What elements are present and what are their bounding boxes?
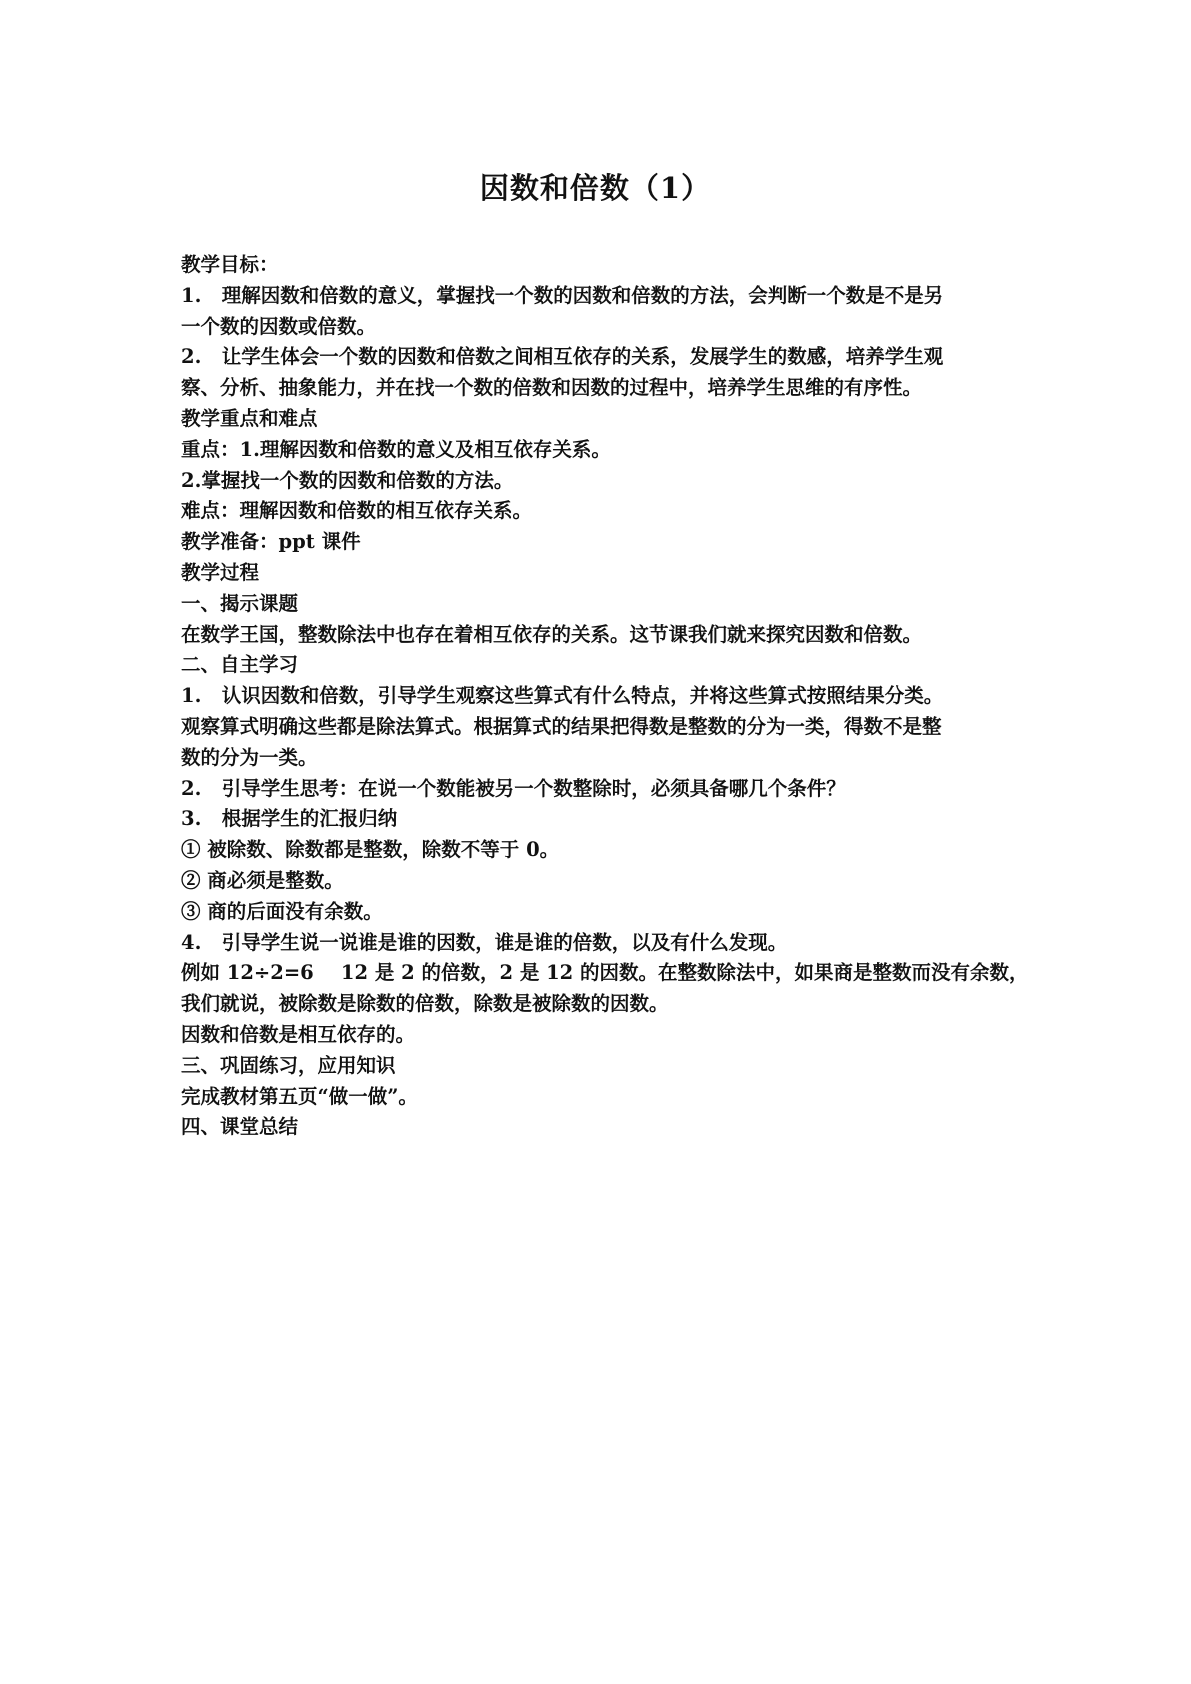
body-line: ③ 商的后面没有余数。 (181, 899, 383, 923)
body-line: 教学重点和难点 (181, 406, 318, 430)
body-line: 三、巩固练习，应用知识 (181, 1053, 396, 1077)
body-line: 数的分为一类。 (181, 745, 318, 769)
body-line: 完成教材第五页“做一做”。 (181, 1084, 418, 1108)
document-body (181, 250, 1029, 1143)
body-line: 观察算式明确这些都是除法算式。根据算式的结果把得数是整数的分为一类，得数不是整 (181, 714, 942, 738)
body-line: 我们就说，被除数是除数的倍数，除数是被除数的因数。 (181, 992, 669, 1016)
body-line: 4. 引导学生说一说谁是谁的因数，谁是谁的倍数，以及有什么发现。 (181, 930, 788, 954)
body-line: 重点：1.理解因数和倍数的意义及相互依存关系。 (181, 437, 611, 461)
body-line: 1. 认识因数和倍数，引导学生观察这些算式有什么特点，并将这些算式按照结果分类。 (181, 684, 944, 708)
body-line: 2.掌握找一个数的因数和倍数的方法。 (181, 468, 514, 492)
body-line: 例如 12÷2=6 12 是 2 的倍数，2 是 12 的因数。在整数除法中，如果商是整数而没有余数， (181, 961, 1029, 985)
body-line: 一个数的因数或倍数。 (181, 314, 377, 338)
body-line: 1. 理解因数和倍数的意义，掌握找一个数的因数和倍数的方法，会判断一个数是不是另 (181, 283, 944, 307)
body-line: 察、分析、抽象能力，并在找一个数的倍数和因数的过程中，培养学生思维的有序性。 (181, 376, 923, 400)
body-line: 一、揭示课题 (181, 591, 299, 615)
body-line: 2. 引导学生思考：在说一个数能被另一个数整除时，必须具备哪几个条件？ (181, 776, 846, 800)
body-line: 教学准备：ppt 课件 (181, 530, 361, 554)
body-line: ② 商必须是整数。 (181, 868, 344, 892)
body-line: 2. 让学生体会一个数的因数和倍数之间相互依存的关系，发展学生的数感，培养学生观 (181, 345, 944, 369)
document-title: 因数和倍数（1） (479, 171, 712, 205)
body-line: 二、自主学习 (181, 653, 299, 677)
body-line: 3. 根据学生的汇报归纳 (181, 807, 398, 831)
body-line: ① 被除数、除数都是整数，除数不等于 0。 (181, 838, 560, 862)
body-line: 教学目标： (181, 253, 279, 276)
body-line: 因数和倍数是相互依存的。 (181, 1022, 416, 1046)
body-line: 难点：理解因数和倍数的相互依存关系。 (181, 499, 533, 523)
body-line: 四、课堂总结 (181, 1115, 299, 1139)
body-line: 在数学王国，整数除法中也存在着相互依存的关系。这节课我们就来探究因数和倍数。 (181, 622, 923, 646)
body-line: 教学过程 (181, 560, 260, 584)
